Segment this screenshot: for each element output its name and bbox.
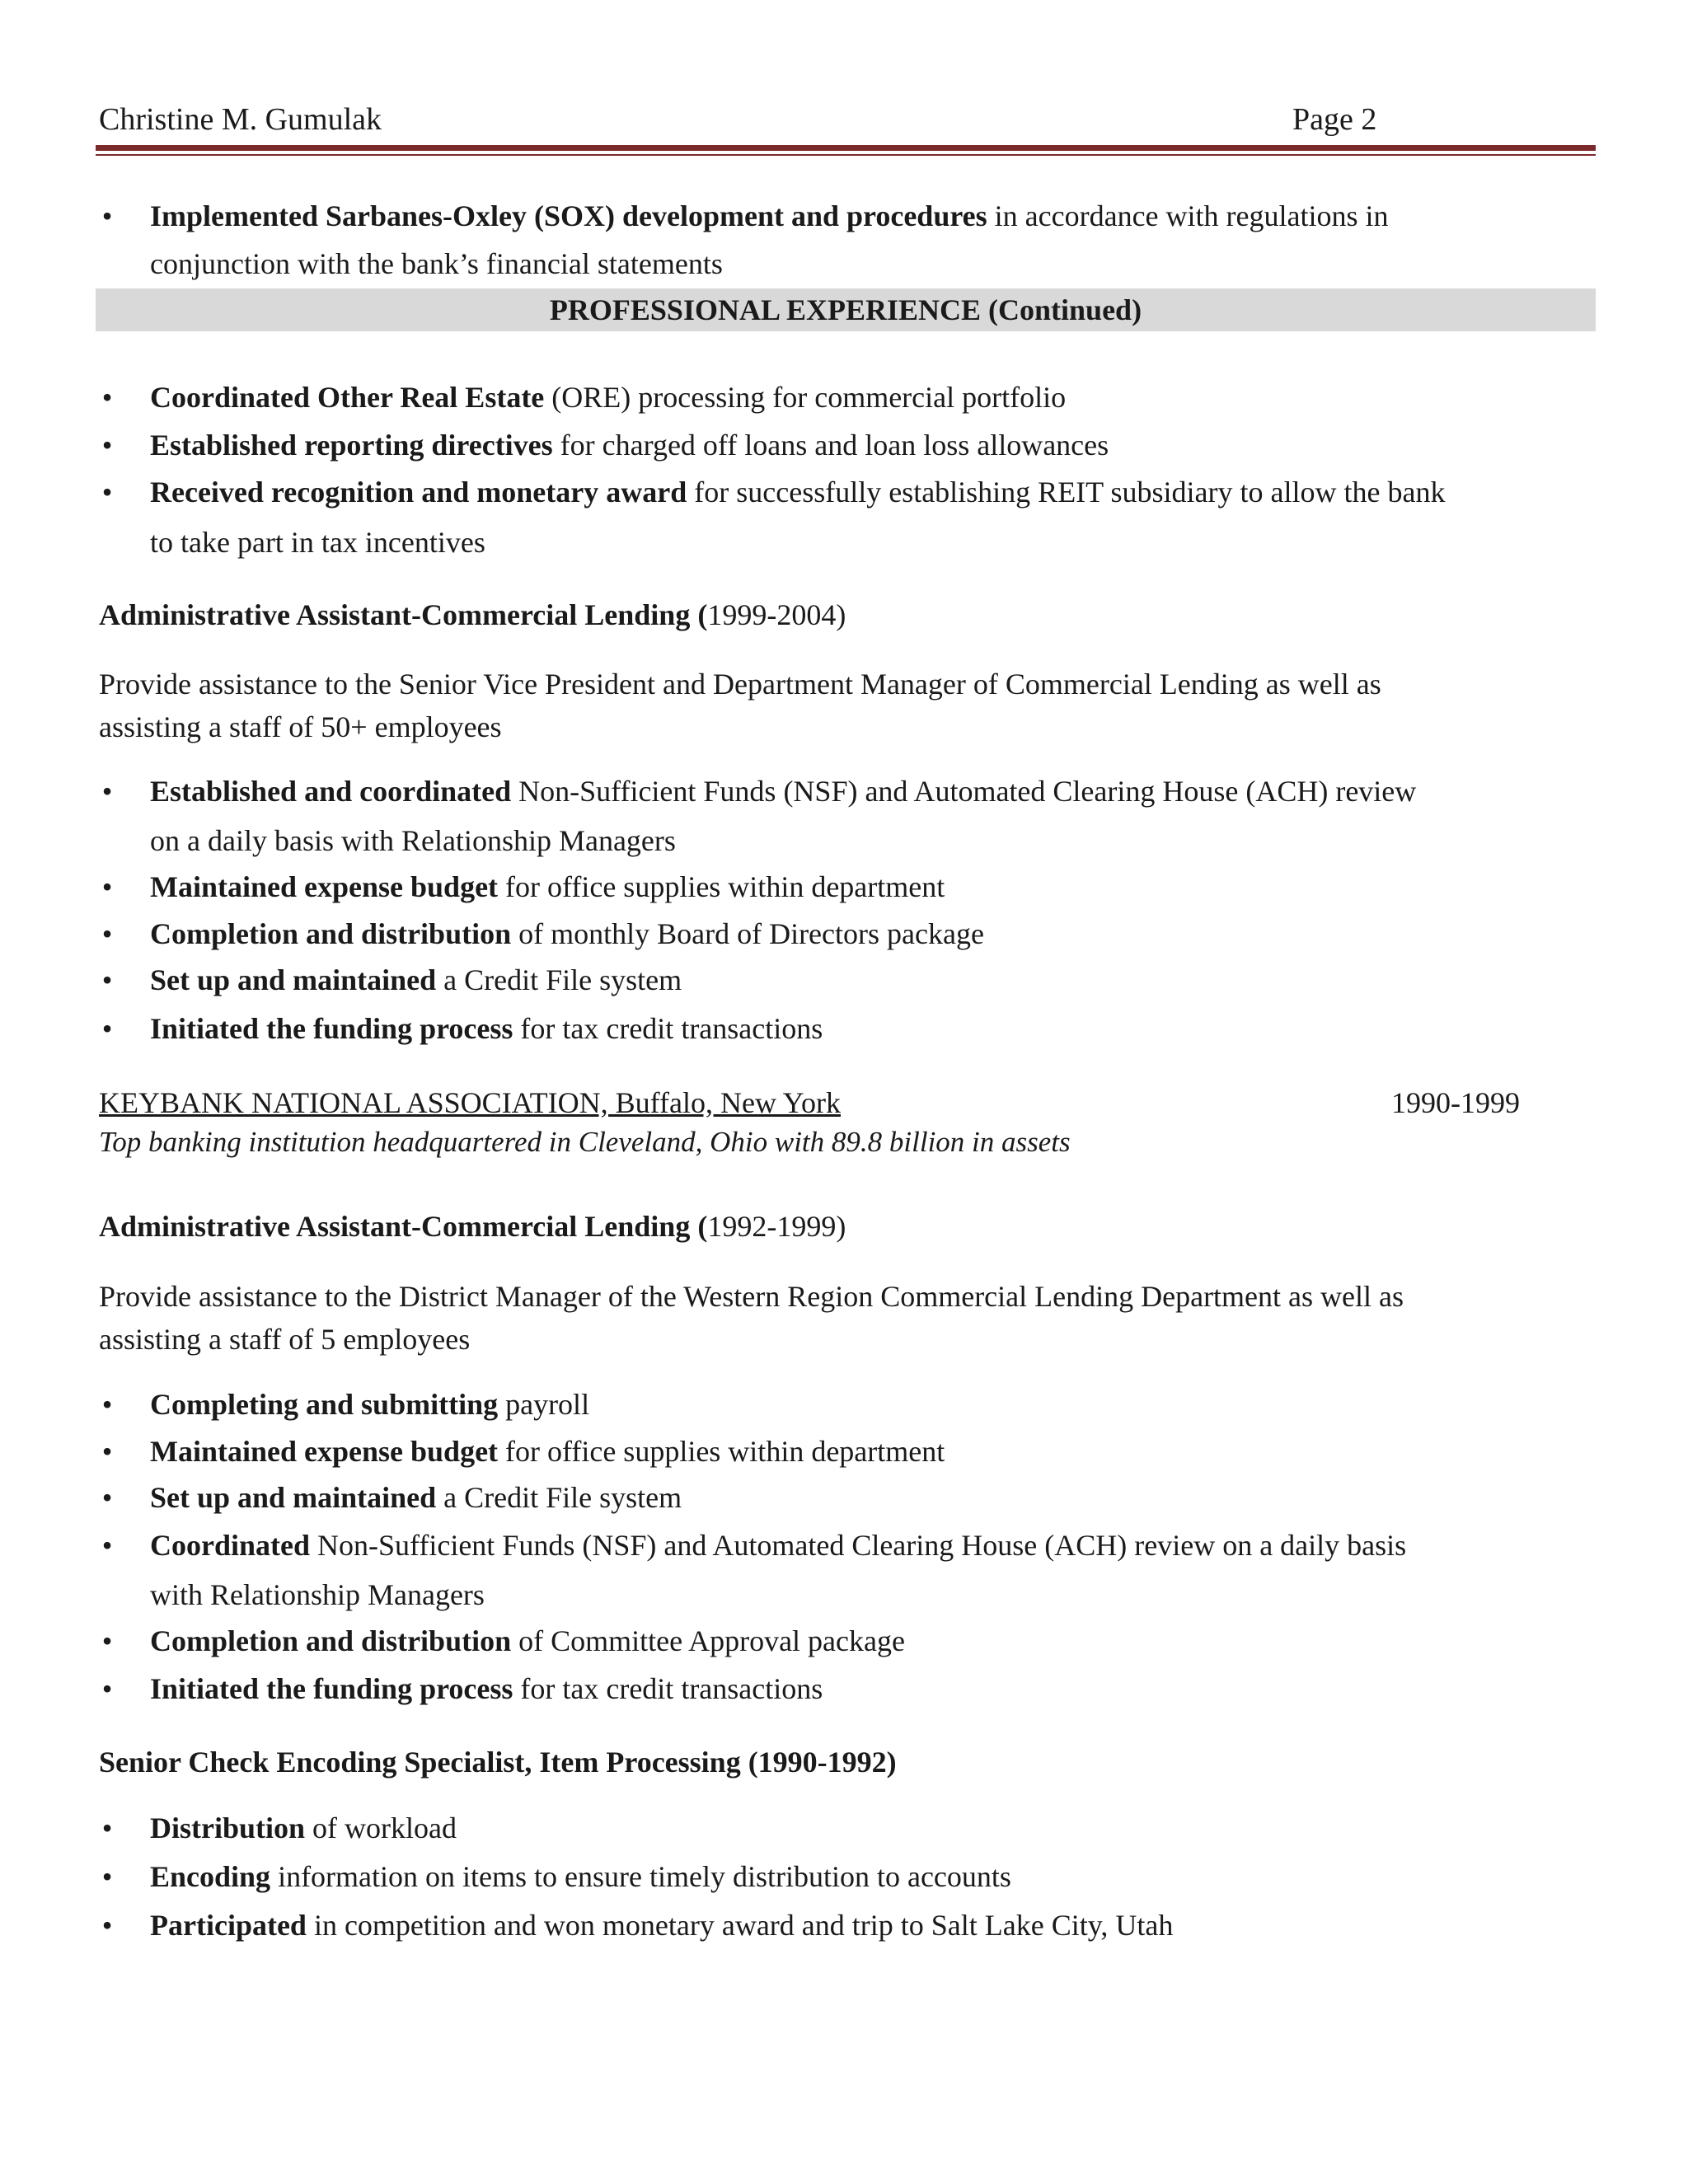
- employer-tagline: Top banking institution headquartered in Cleveland, Ohio with 89.8 billion in assets: [99, 1126, 1071, 1158]
- header-name: Christine M. Gumulak: [99, 102, 382, 137]
- bullet-icon: •: [101, 1672, 113, 1705]
- bullet-text: payroll: [498, 1388, 590, 1421]
- bullet-icon: •: [101, 870, 113, 903]
- bullet-icon: •: [101, 1529, 113, 1562]
- bullet-text: for tax credit transactions: [513, 1012, 823, 1045]
- bullet-icon: •: [101, 1624, 113, 1657]
- bullet-bold: Maintained expense budget: [150, 1435, 499, 1468]
- bullet-bold: Coordinated: [150, 1529, 311, 1562]
- bullet-bold: Maintained expense budget: [150, 870, 499, 903]
- bullet-bold: Initiated the funding process: [150, 1012, 513, 1045]
- bullet-icon: •: [101, 1388, 113, 1421]
- bullet-bold: Initiated the funding process: [150, 1672, 513, 1705]
- bullet-text: for office supplies within department: [498, 1435, 945, 1468]
- role-title-text: Administrative Assistant-Commercial Lending (: [99, 598, 708, 631]
- bullet-text: of monthly Board of Directors package: [511, 917, 984, 950]
- bullet-continuation: conjunction with the bank’s financial statements: [150, 247, 723, 280]
- bullet-text: of workload: [305, 1811, 457, 1844]
- bullet-text: (ORE) processing for commercial portfolio: [544, 381, 1067, 414]
- role-title-text: Administrative Assistant-Commercial Lending (: [99, 1210, 708, 1243]
- bullet-text: a Credit File system: [436, 963, 682, 996]
- role-description-line: Provide assistance to the Senior Vice President and Department Manager of Commercial Lending as well as: [99, 668, 1381, 701]
- role-title: [99, 1205, 846, 1248]
- bullet-icon: •: [101, 1012, 113, 1045]
- bullet-bold: Completion and distribution: [150, 1624, 512, 1657]
- bullet-text: a Credit File system: [436, 1481, 682, 1514]
- role-title: [99, 593, 846, 636]
- bullet-text: in accordance with regulations in: [987, 199, 1389, 232]
- role-dates: 1999-2004): [707, 598, 846, 631]
- bullet-bold: Completing and submitting: [150, 1388, 499, 1421]
- bullet-icon: •: [101, 963, 113, 996]
- bullet-bold: Received recognition and monetary award: [150, 476, 687, 509]
- bullet-text: information on items to ensure timely distribution to accounts: [270, 1860, 1011, 1893]
- bullet-text: for tax credit transactions: [513, 1672, 823, 1705]
- bullet-bold: Coordinated Other Real Estate: [150, 381, 545, 414]
- bullet-icon: •: [101, 1481, 113, 1514]
- bullet-text: for charged off loans and loan loss allowances: [552, 429, 1109, 462]
- section-heading: PROFESSIONAL EXPERIENCE (Continued): [96, 288, 1596, 331]
- bullet-bold: Participated: [150, 1909, 307, 1942]
- header-rule-thick: [96, 145, 1596, 151]
- bullet-icon: •: [101, 1435, 113, 1468]
- bullet-icon: •: [101, 917, 113, 950]
- employer-years: 1990-1999: [1391, 1086, 1520, 1119]
- employer-name: KEYBANK NATIONAL ASSOCIATION, Buffalo, New York: [99, 1086, 841, 1119]
- bullet-text: in competition and won monetary award and trip to Salt Lake City, Utah: [306, 1909, 1174, 1942]
- role-description-line: assisting a staff of 50+ employees: [99, 710, 502, 743]
- bullet-continuation: with Relationship Managers: [150, 1578, 485, 1611]
- role-description-line: Provide assistance to the District Manager of the Western Region Commercial Lending Department as well as: [99, 1280, 1404, 1313]
- bullet-text: for successfully establishing REIT subsidiary to allow the bank: [687, 476, 1446, 509]
- bullet-icon: •: [101, 1909, 113, 1942]
- bullet-icon: •: [101, 775, 113, 808]
- bullet-bold: Set up and maintained: [150, 1481, 437, 1514]
- bullet-text: of Committee Approval package: [511, 1624, 905, 1657]
- bullet-bold: Encoding: [150, 1860, 271, 1893]
- header-page-number: Page 2: [1292, 102, 1377, 137]
- bullet-icon: •: [101, 1811, 113, 1844]
- bullet-bold: Completion and distribution: [150, 917, 512, 950]
- bullet-icon: •: [101, 476, 113, 509]
- bullet-bold: Established reporting directives: [150, 429, 553, 462]
- role-title: Senior Check Encoding Specialist, Item Processing (1990-1992): [99, 1746, 897, 1779]
- bullet-continuation: to take part in tax incentives: [150, 526, 485, 559]
- role-description-line: assisting a staff of 5 employees: [99, 1323, 471, 1356]
- bullet-bold: Established and coordinated: [150, 775, 512, 808]
- bullet-icon: •: [101, 429, 113, 462]
- header-rule-thin: [96, 154, 1596, 156]
- bullet-continuation: on a daily basis with Relationship Managers: [150, 824, 676, 857]
- bullet-text: Non-Sufficient Funds (NSF) and Automated Clearing House (ACH) review on a daily basis: [310, 1529, 1407, 1562]
- bullet-bold: Implemented Sarbanes-Oxley (SOX) development and procedures: [150, 199, 987, 232]
- bullet-icon: •: [101, 1860, 113, 1893]
- bullet-icon: •: [101, 381, 113, 414]
- bullet-text: for office supplies within department: [498, 870, 945, 903]
- bullet-text: Non-Sufficient Funds (NSF) and Automated Clearing House (ACH) review: [511, 775, 1417, 808]
- bullet-bold: Distribution: [150, 1811, 306, 1844]
- bullet-bold: Set up and maintained: [150, 963, 437, 996]
- bullet-icon: •: [101, 199, 113, 232]
- role-dates: 1992-1999): [707, 1210, 846, 1243]
